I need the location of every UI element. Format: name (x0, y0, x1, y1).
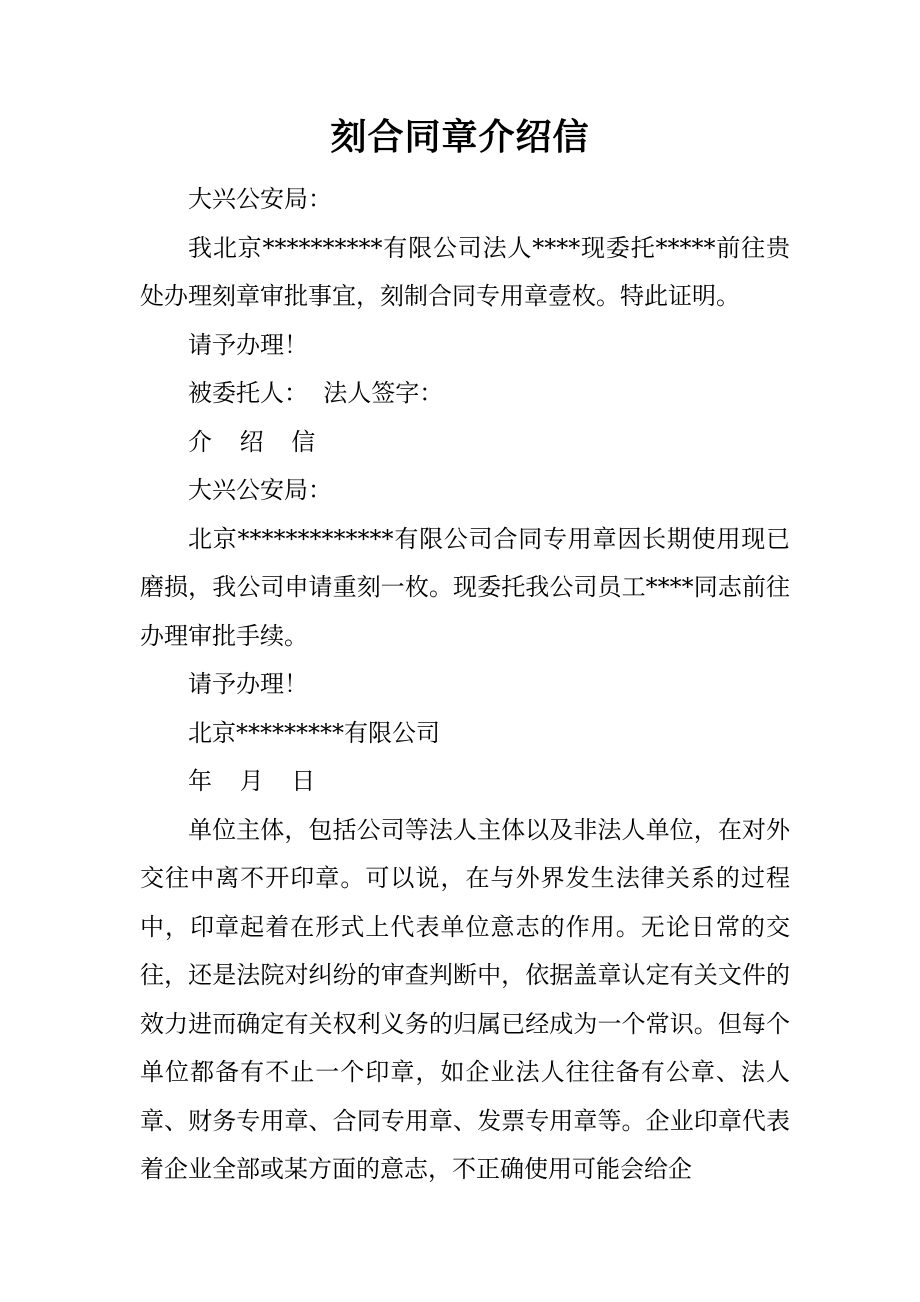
company-signature: 北京*********有限公司 (188, 718, 440, 747)
body-paragraph: 单位主体，包括公司等法人主体以及非法人单位，在对外交往中离不开印章。可以说，在与外界发生法律关系的过程中，印章起着在形式上代表单位意志的作用。无论日常的交往，还是法院对纠纷的审查判断中，依据盖章认定有关文件的效力进而确定有关权利义务的归属已经成为一个常识。但每个单位都备有不止一个印章，如企业法人往往备有公章、法人章、财务专用章、合同专用章、发票专用章等。企业印章代表着企业全部或某方面的意志，不正确使用可能会给企 (140, 815, 790, 1183)
signature-line: 被委托人： 法人签字： (188, 379, 444, 407)
date-line: 年 月 日 (188, 767, 326, 795)
body-paragraph: 北京*************有限公司合同专用章因长期使用现已磨损，我公司申请重刻一枚。现委托我公司员工****同志前往办理审批手续。 (140, 524, 790, 650)
document-title: 刻合同章介绍信 (330, 116, 590, 158)
section-heading: 介 绍 信 (188, 427, 326, 456)
closing-request: 请予办理！ (188, 670, 308, 698)
closing-request: 请予办理！ (188, 330, 308, 359)
document-body (140, 175, 790, 1194)
body-paragraph: 我北京**********有限公司法人****现委托*****前往贵处办理刻章审批事宜，刻制合同专用章壹枚。特此证明。 (140, 233, 790, 310)
salutation: 大兴公安局： (188, 476, 332, 504)
salutation: 大兴公安局： (188, 185, 332, 213)
